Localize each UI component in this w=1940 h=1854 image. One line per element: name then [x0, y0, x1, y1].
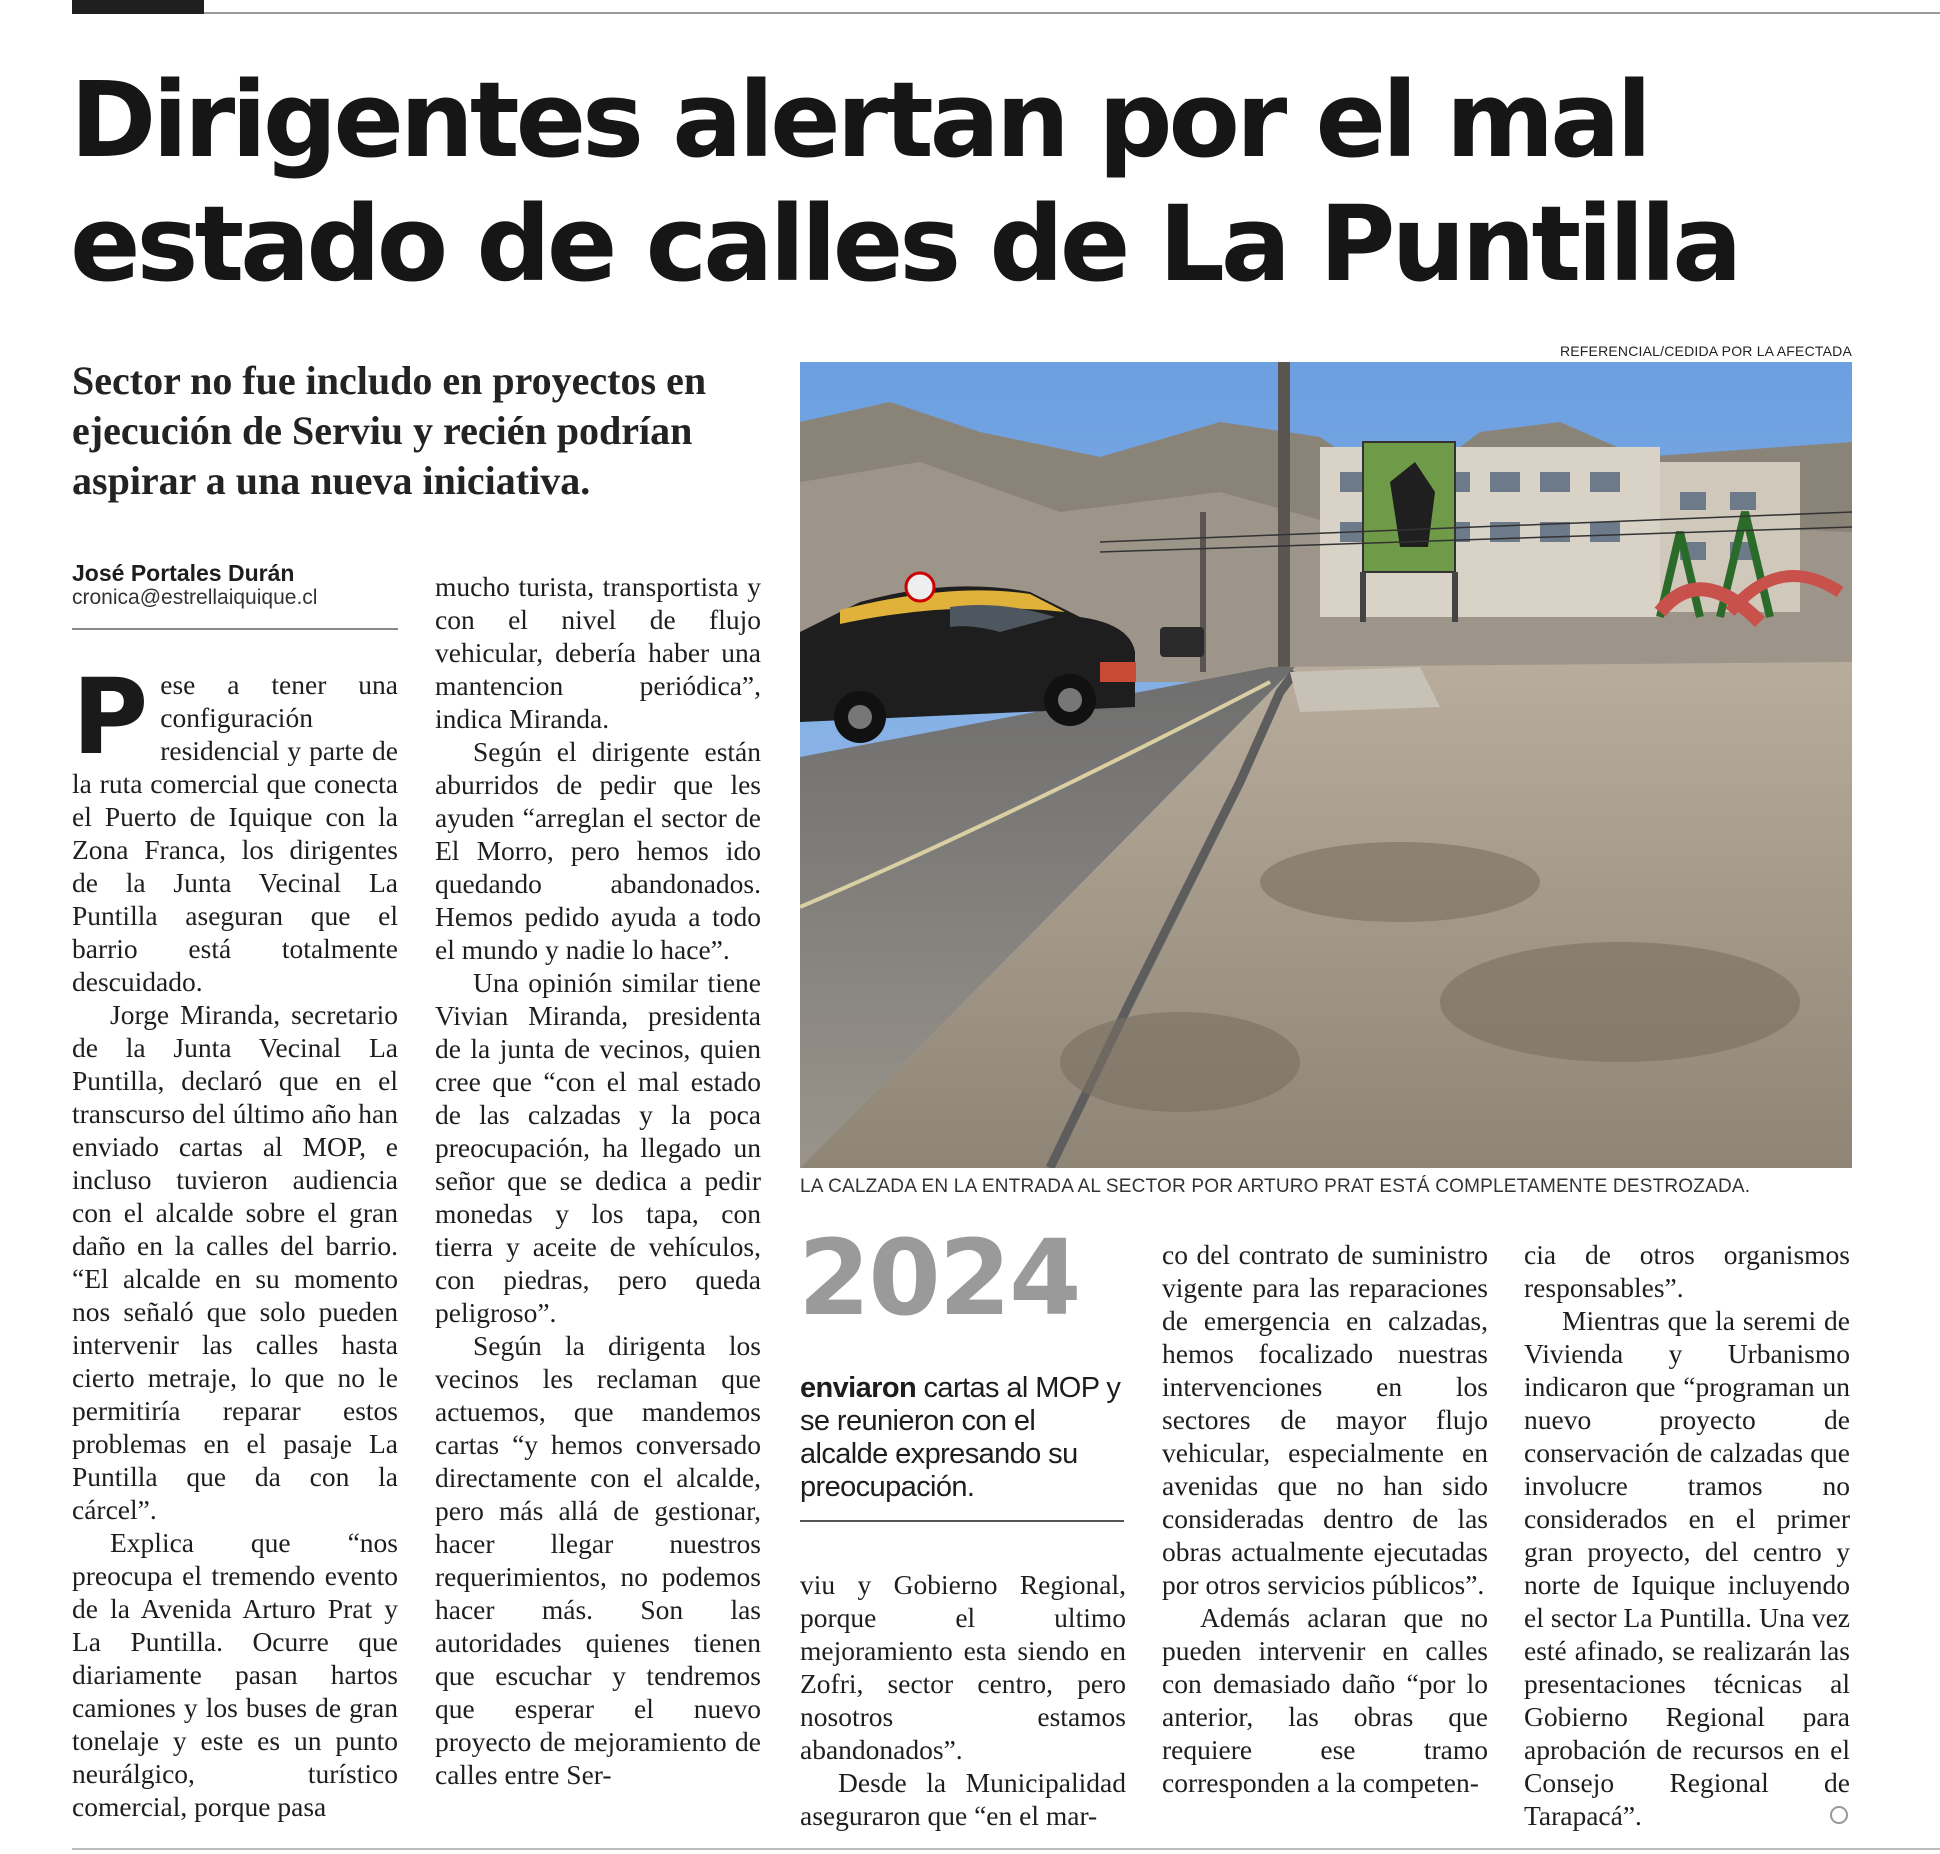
paragraph-2: Jorge Miranda, secretario de la Junta Vecinal La Puntilla, declaró que en el transcurso del último año han enviado cartas al MOP, e incluso tuvieron audiencia con el alcalde sobre el gran daño en la calles del barrio. “El alcalde en su momento nos señaló que solo pueden intervenir las calles hasta cierto metraje, lo que no le permitiría reparar estos problemas en el pasaje La Puntilla que da con la cárcel”.: [72, 999, 398, 1525]
photo-caption: LA CALZADA EN LA ENTRADA AL SECTOR POR ARTURO PRAT ESTÁ COMPLETAMENTE DESTROZADA.: [800, 1176, 1751, 1197]
paragraph-11: Además aclaran que no pueden intervenir en calles con demasiado daño “por lo anterior, las obras que requiere ese tramo corresponden a la competen-: [1162, 1602, 1488, 1798]
highlight-lead: enviaron: [800, 1372, 917, 1404]
headline-line-1: Dirigentes alertan por el mal: [70, 59, 1649, 181]
article-column-1: [72, 656, 398, 1823]
section-tab-bar: [72, 0, 204, 14]
paragraph-5: Según el dirigente están aburridos de pedir que les ayuden “arreglan el sector de El Morro, pero hemos ido quedando abandonados. Hemos pedido ayuda a todo el mundo y nadie lo hace”.: [435, 736, 761, 965]
article-column-3: [800, 1568, 1126, 1832]
byline-rule: [72, 628, 398, 630]
highlight-number: 2024: [798, 1217, 1080, 1339]
paragraph-13: Mientras que la seremi de Vivienda y Urbanismo indicaron que “programan un nuevo proyecto de conservación de calzadas que involucre tramos no considerados en el primer gran proyecto, del centro y norte de Iquique incluyendo el sector La Puntilla. Una vez esté afinado, se realizarán las presentaciones técnicas al Gobierno Regional para aprobación de recursos en el Consejo Regional de Tarapacá”.: [1524, 1305, 1850, 1831]
drop-cap: P: [72, 656, 149, 778]
bottom-rule: [72, 1848, 1940, 1850]
paragraph-10: co del contrato de suministro vigente para las reparaciones de emergencia en calzadas, hemos focalizado nuestras intervenciones en los sectores de mayor flujo vehicular, especialmente en avenidas que no han sido consideradas dentro de las obras actualmente ejecutadas por otros servicios públicos”.: [1162, 1239, 1488, 1600]
highlight-text: [800, 1372, 1130, 1504]
paragraph-1: [72, 656, 398, 998]
author-name: José Portales Durán: [72, 560, 295, 586]
headline-line-2: estado de calles de La Puntilla: [70, 183, 1739, 305]
highlight-rule: [800, 1520, 1124, 1522]
article-column-4: [1162, 1238, 1488, 1799]
highlight-body: cartas al MOP y se reunieron con el alcalde expresando su preocupación.: [800, 1372, 1121, 1503]
article-column-5: [1524, 1238, 1850, 1832]
paragraph-3: Explica que “nos preocupa el tremendo evento de la Avenida Arturo Prat y La Puntilla. Ocurre que diariamente pasan hartos camiones y los buses de gran tonelaje y este es un punto neurálgico, turístico comercial, porque pasa: [72, 1527, 398, 1822]
paragraph-9: Desde la Municipalidad aseguraron que “en el mar-: [800, 1767, 1126, 1831]
news-photo: [800, 362, 1852, 1168]
paragraph-7: Según la dirigenta los vecinos les reclaman que actuemos, que mandemos cartas “y hemos conversado directamente con el alcalde, pero más allá de gestionar, hacer llegar nuestros requerimientos, no podemos hacer más. Son las autoridades quienes tienen que escuchar y tendremos que esperar el nuevo proyecto de mejoramiento de calles entre Ser-: [435, 1330, 761, 1790]
paragraph-12: cia de otros organismos responsables”.: [1524, 1239, 1850, 1303]
paragraph-6: Una opinión similar tiene Vivian Miranda, presidenta de la junta de vecinos, quien cree que “con el mal estado de las calzadas y la poca preocupación, ha llegado un señor que se dedica a pedir monedas y los tapa, con tierra y aceite de vehículos, con piedras, pero queda peligroso”.: [435, 967, 761, 1328]
photo-credit: REFERENCIAL/CEDIDA POR LA AFECTADA: [1559, 343, 1852, 359]
top-rule: [204, 12, 1940, 14]
subheadline: Sector no fue includo en proyectos en ejecución de Serviu y recién podrían aspirar a una nueva iniciativa.: [72, 358, 707, 503]
headline: [70, 58, 1890, 306]
author-email[interactable]: cronica@estrellaiquique.cl: [72, 586, 318, 609]
end-of-article-icon: [1830, 1806, 1848, 1824]
paragraph-1-text: ese a tener una configuración residencial y parte de la ruta comercial que conecta el Puerto de Iquique con la Zona Franca, los dirigentes de la Junta Vecinal La Puntilla aseguran que el barrio está totalmente descuidado.: [72, 669, 398, 997]
street-photo-illustration: [800, 362, 1852, 1168]
paragraph-4: mucho turista, transportista y con el nivel de flujo vehicular, debería haber una mantencion periódica”, indica Miranda.: [435, 571, 761, 734]
paragraph-8: viu y Gobierno Regional, porque el ultimo mejoramiento esta siendo en Zofri, sector centro, pero nosotros estamos abandonados”.: [800, 1569, 1126, 1765]
article-column-2: [435, 570, 761, 1791]
